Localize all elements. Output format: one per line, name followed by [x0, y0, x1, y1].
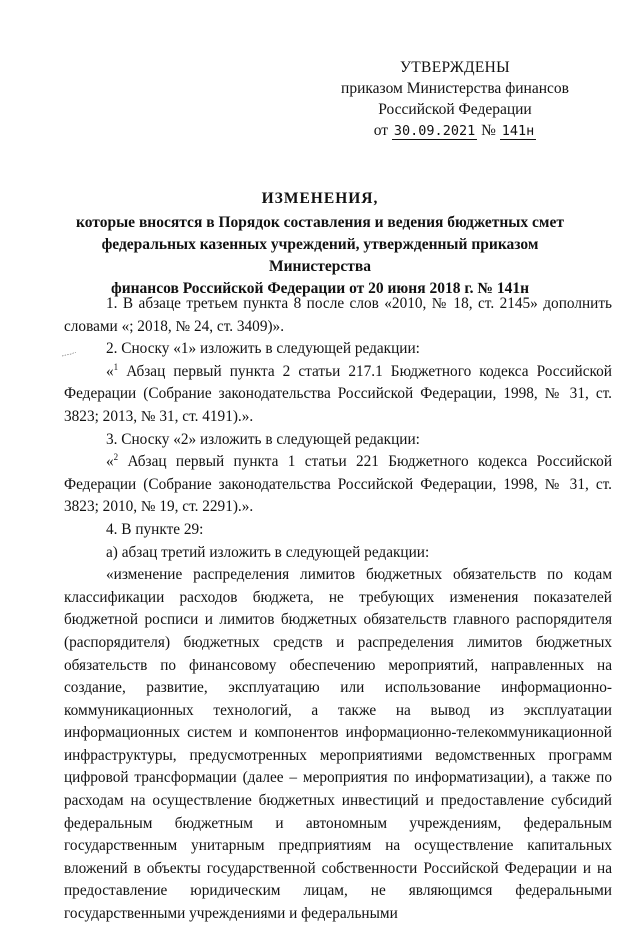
- title-line-3: финансов Российской Федерации от 20 июня 2018 г. № 141н: [110, 280, 530, 297]
- order-number: 141н: [501, 123, 535, 139]
- number-prefix: №: [481, 122, 496, 139]
- paragraph-4: 3. Сноску «2» изложить в следующей редакции:: [106, 430, 420, 448]
- date-prefix: от: [373, 122, 389, 139]
- paragraph-3: [64, 361, 612, 429]
- document-body: [64, 293, 612, 926]
- order-date: 30.09.2021: [393, 123, 476, 139]
- paragraph-8: «изменение распределения лимитов бюджетных обязательств по кодам классификации расходов бюджета, не требующих изменения показателей бюджетной росписи и лимитов бюджетных обязательств главного распорядителя (распорядителя) бюджетных средств и распределения лимитов бюджетных обязательств по финансовому обеспечению мероприятий, направленных на создание, развитие, эксплуатацию или использование информационно-коммуникационных технологий, а также на вывод из эксплуатации информационных систем и компонентов информационно-телекоммуникационной инфраструктуры, предусмотренных мероприятиями ведомственных программ цифровой трансформации (далее – мероприятия по информатизации), а также по расходам на осуществление бюджетных инвестиций и предоставление субсидий федеральным бюджетным и автономным учреждениям, федеральным государственным унитарным предприятиям на осуществление капитальных вложений в объекты государственной собственности Российской Федерации и на предоставление юридическим лицам, не являющимся федеральными государственными учреждениями и федеральными: [64, 566, 612, 923]
- paragraph-1: 1. В абзаце третьем пункта 8 после слов «2010, № 18, ст. 2145» дополнить словами «; 2018, № 24, ст. 3409)».: [64, 295, 612, 335]
- approval-date-line: [330, 120, 580, 142]
- paragraph-7: а) абзац третий изложить в следующей редакции:: [106, 543, 430, 561]
- paragraph-5: [64, 451, 612, 519]
- quote-open-1: «: [106, 362, 114, 380]
- title-line-1: которые вносятся в Порядок составления и ведения бюджетных смет: [76, 214, 564, 231]
- approval-line-2: Российской Федерации: [378, 101, 532, 118]
- approval-heading: УТВЕРЖДЕНЫ: [400, 59, 510, 76]
- paragraph-6: 4. В пункте 29:: [106, 520, 204, 538]
- document-title: [60, 188, 580, 300]
- footnote-1-text: Абзац первый пункта 2 статьи 217.1 Бюджетного кодекса Российской Федерации (Собрание законодательства Российской Федерации, 1998, № 31, ст. 3823; 2013, № 31, ст. 4191).».: [64, 362, 612, 425]
- approval-line-1: приказом Министерства финансов: [341, 80, 569, 97]
- footnote-mark-2: 2: [113, 452, 119, 463]
- quote-open-2: «: [106, 453, 114, 471]
- title-main: ИЗМЕНЕНИЯ,: [261, 190, 379, 207]
- approval-stamp: [330, 57, 580, 142]
- footnote-mark-1: 1: [113, 361, 119, 372]
- footnote-2-text: Абзац первый пункта 1 статьи 221 Бюджетного кодекса Российской Федерации (Собрание законодательства Российской Федерации, 1998, № 31, ст. 3823; 2010, № 19, ст. 2291).».: [64, 453, 612, 516]
- title-line-2: федеральных казенных учреждений, утвержденный приказом Министерства: [101, 236, 539, 275]
- paragraph-2: 2. Сноску «1» изложить в следующей редакции:: [106, 340, 420, 358]
